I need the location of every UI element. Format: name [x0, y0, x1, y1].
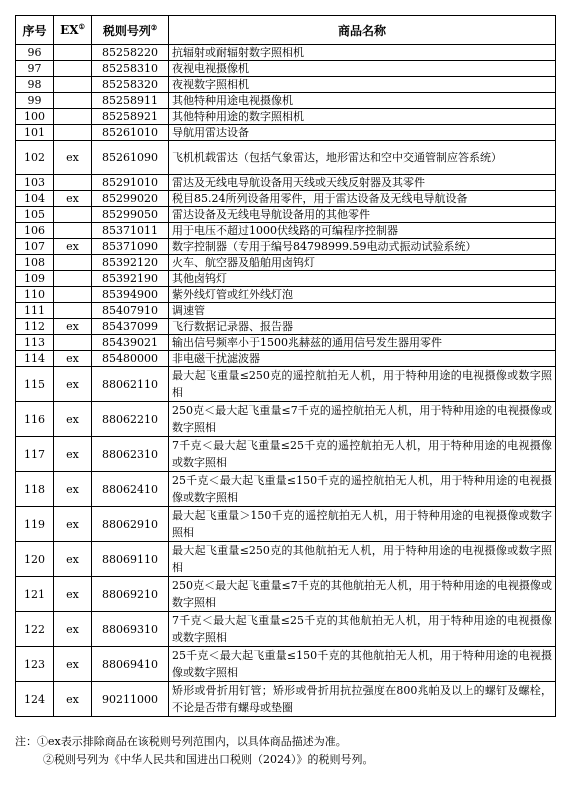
row-tariff-code: 85394900: [92, 287, 169, 303]
table-row: [16, 402, 556, 437]
row-ex-flag: [54, 61, 92, 77]
row-ex-flag: ex: [54, 612, 92, 647]
row-tariff-code: 85261010: [92, 125, 169, 141]
row-product-name: 飞机机载雷达（包括气象雷达，地形雷达和空中交通管制应答系统）: [169, 141, 556, 175]
row-number: 96: [16, 45, 54, 61]
row-product-name: 用于电压不超过1000伏线路的可编程序控制器: [169, 223, 556, 239]
table-row: [16, 141, 556, 175]
row-tariff-code: 85299020: [92, 191, 169, 207]
table-row: [16, 45, 556, 61]
table-row: [16, 335, 556, 351]
row-tariff-code: 85371011: [92, 223, 169, 239]
table-row: [16, 472, 556, 507]
row-tariff-code: 85407910: [92, 303, 169, 319]
row-tariff-code: 85392190: [92, 271, 169, 287]
row-tariff-code: 85258310: [92, 61, 169, 77]
header-ex: [54, 16, 92, 45]
table-row: [16, 287, 556, 303]
row-ex-flag: ex: [54, 402, 92, 437]
table-row: [16, 647, 556, 682]
table-row: [16, 77, 556, 93]
row-number: 118: [16, 472, 54, 507]
row-number: 122: [16, 612, 54, 647]
row-product-name: 调速管: [169, 303, 556, 319]
row-ex-flag: ex: [54, 542, 92, 577]
table-row: [16, 271, 556, 287]
header-no: 序号: [16, 16, 54, 45]
row-ex-flag: [54, 77, 92, 93]
row-number: 108: [16, 255, 54, 271]
row-product-name: 250克＜最大起飞重量≤7千克的遥控航拍无人机，用于特种用途的电视摄像或数字照相: [169, 402, 556, 437]
row-number: 101: [16, 125, 54, 141]
table-row: [16, 223, 556, 239]
row-tariff-code: 90211000: [92, 682, 169, 717]
header-code: [92, 16, 169, 45]
table-row: [16, 367, 556, 402]
row-number: 102: [16, 141, 54, 175]
table-row: [16, 319, 556, 335]
header-name: 商品名称: [169, 16, 556, 45]
row-tariff-code: 85258911: [92, 93, 169, 109]
row-tariff-code: 85258220: [92, 45, 169, 61]
row-product-name: 夜视电视摄像机: [169, 61, 556, 77]
row-number: 117: [16, 437, 54, 472]
row-product-name: 数字控制器（专用于编号84798999.59电动式振动试验系统）: [169, 239, 556, 255]
row-tariff-code: 88069110: [92, 542, 169, 577]
row-number: 114: [16, 351, 54, 367]
row-number: 113: [16, 335, 54, 351]
row-product-name: 紫外线灯管或红外线灯泡: [169, 287, 556, 303]
row-number: 107: [16, 239, 54, 255]
row-product-name: 最大起飞重量≤250克的遥控航拍无人机，用于特种用途的电视摄像或数字照相: [169, 367, 556, 402]
footnote-1: 注：①ex表示排除商品在该税则号列范围内，以具体商品描述为准。: [15, 735, 347, 748]
row-number: 120: [16, 542, 54, 577]
row-number: 104: [16, 191, 54, 207]
row-tariff-code: 85439021: [92, 335, 169, 351]
row-number: 112: [16, 319, 54, 335]
row-product-name: 其他卤钨灯: [169, 271, 556, 287]
row-product-name: 其他特种用途的数字照相机: [169, 109, 556, 125]
row-ex-flag: [54, 125, 92, 141]
row-ex-flag: ex: [54, 682, 92, 717]
row-product-name: 雷达及无线电导航设备用天线或天线反射器及其零件: [169, 175, 556, 191]
row-tariff-code: 88069410: [92, 647, 169, 682]
row-number: 115: [16, 367, 54, 402]
row-tariff-code: 88062210: [92, 402, 169, 437]
row-number: 97: [16, 61, 54, 77]
row-product-name: 其他特种用途电视摄像机: [169, 93, 556, 109]
row-tariff-code: 88062910: [92, 507, 169, 542]
row-tariff-code: 85291010: [92, 175, 169, 191]
table-body: [16, 45, 556, 717]
row-ex-flag: ex: [54, 507, 92, 542]
table-row: [16, 612, 556, 647]
row-ex-flag: ex: [54, 191, 92, 207]
row-product-name: 导航用雷达设备: [169, 125, 556, 141]
row-product-name: 雷达设备及无线电导航设备用的其他零件: [169, 207, 556, 223]
row-product-name: 7千克＜最大起飞重量≤25千克的其他航拍无人机，用于特种用途的电视摄像或数字照相: [169, 612, 556, 647]
row-product-name: 7千克＜最大起飞重量≤25千克的遥控航拍无人机，用于特种用途的电视摄像或数字照相: [169, 437, 556, 472]
row-tariff-code: 85299050: [92, 207, 169, 223]
table-row: [16, 207, 556, 223]
footnotes: [15, 733, 555, 769]
row-tariff-code: 88062110: [92, 367, 169, 402]
table-row: [16, 682, 556, 717]
row-number: 111: [16, 303, 54, 319]
row-product-name: 税目85.24所列设备用零件，用于雷达设备及无线电导航设备: [169, 191, 556, 207]
row-ex-flag: ex: [54, 647, 92, 682]
row-ex-flag: ex: [54, 319, 92, 335]
row-tariff-code: 85392120: [92, 255, 169, 271]
table-row: [16, 61, 556, 77]
row-ex-flag: [54, 287, 92, 303]
row-product-name: 抗辐射或耐辐射数字照相机: [169, 45, 556, 61]
row-tariff-code: 85371090: [92, 239, 169, 255]
row-number: 105: [16, 207, 54, 223]
row-number: 121: [16, 577, 54, 612]
row-ex-flag: [54, 109, 92, 125]
row-tariff-code: 85437099: [92, 319, 169, 335]
header-code-label: 税则号列: [102, 23, 151, 38]
row-tariff-code: 85258320: [92, 77, 169, 93]
row-ex-flag: ex: [54, 351, 92, 367]
table-row: [16, 191, 556, 207]
row-number: 123: [16, 647, 54, 682]
row-product-name: 夜视数字照相机: [169, 77, 556, 93]
table-row: [16, 175, 556, 191]
row-product-name: 25千克＜最大起飞重量≤150千克的其他航拍无人机，用于特种用途的电视摄像或数字照相: [169, 647, 556, 682]
row-tariff-code: 85258921: [92, 109, 169, 125]
row-number: 100: [16, 109, 54, 125]
row-ex-flag: [54, 93, 92, 109]
table-row: [16, 239, 556, 255]
row-number: 99: [16, 93, 54, 109]
row-ex-flag: [54, 335, 92, 351]
row-tariff-code: 88069210: [92, 577, 169, 612]
row-ex-flag: ex: [54, 141, 92, 175]
table-row: [16, 577, 556, 612]
row-product-name: 非电磁干扰滤波器: [169, 351, 556, 367]
footnote-mark-1: ①: [78, 22, 85, 31]
row-ex-flag: [54, 271, 92, 287]
row-ex-flag: ex: [54, 577, 92, 612]
row-ex-flag: [54, 45, 92, 61]
row-product-name: 火车、航空器及船舶用卤钨灯: [169, 255, 556, 271]
row-product-name: 最大起飞重量＞150千克的遥控航拍无人机，用于特种用途的电视摄像或数字照相: [169, 507, 556, 542]
row-product-name: 飞行数据记录器、报告器: [169, 319, 556, 335]
row-ex-flag: ex: [54, 239, 92, 255]
header-ex-label: EX: [60, 23, 79, 37]
table-row: [16, 437, 556, 472]
row-tariff-code: 88062310: [92, 437, 169, 472]
tariff-table: [15, 15, 556, 717]
table-row: [16, 303, 556, 319]
footnote-2: ②税则号列为《中华人民共和国进出口税则（2024）》的税则号列。: [43, 753, 374, 766]
row-number: 124: [16, 682, 54, 717]
row-product-name: 矫形或骨折用钉管；矫形或骨折用抗拉强度在800兆帕及以上的螺钉及螺栓，不论是否带有螺母或垫圈: [169, 682, 556, 717]
row-ex-flag: ex: [54, 437, 92, 472]
row-tariff-code: 85480000: [92, 351, 169, 367]
row-product-name: 最大起飞重量≤250克的其他航拍无人机，用于特种用途的电视摄像或数字照相: [169, 542, 556, 577]
row-ex-flag: [54, 303, 92, 319]
row-number: 109: [16, 271, 54, 287]
row-tariff-code: 85261090: [92, 141, 169, 175]
table-row: [16, 109, 556, 125]
row-ex-flag: ex: [54, 472, 92, 507]
row-ex-flag: ex: [54, 367, 92, 402]
table-row: [16, 507, 556, 542]
table-row: [16, 93, 556, 109]
row-product-name: 25千克＜最大起飞重量≤150千克的遥控航拍无人机，用于特种用途的电视摄像或数字照相: [169, 472, 556, 507]
row-product-name: 250克＜最大起飞重量≤7千克的其他航拍无人机，用于特种用途的电视摄像或数字照相: [169, 577, 556, 612]
row-number: 103: [16, 175, 54, 191]
row-tariff-code: 88069310: [92, 612, 169, 647]
row-number: 98: [16, 77, 54, 93]
table-row: [16, 255, 556, 271]
row-product-name: 输出信号频率小于1500兆赫兹的通用信号发生器用零件: [169, 335, 556, 351]
row-number: 106: [16, 223, 54, 239]
table-row: [16, 542, 556, 577]
footnote-mark-2: ②: [150, 22, 158, 32]
table-row: [16, 125, 556, 141]
row-ex-flag: [54, 255, 92, 271]
row-number: 110: [16, 287, 54, 303]
row-number: 116: [16, 402, 54, 437]
row-ex-flag: [54, 175, 92, 191]
row-ex-flag: [54, 223, 92, 239]
table-row: [16, 351, 556, 367]
row-ex-flag: [54, 207, 92, 223]
row-number: 119: [16, 507, 54, 542]
table-header-row: [16, 16, 556, 45]
row-tariff-code: 88062410: [92, 472, 169, 507]
